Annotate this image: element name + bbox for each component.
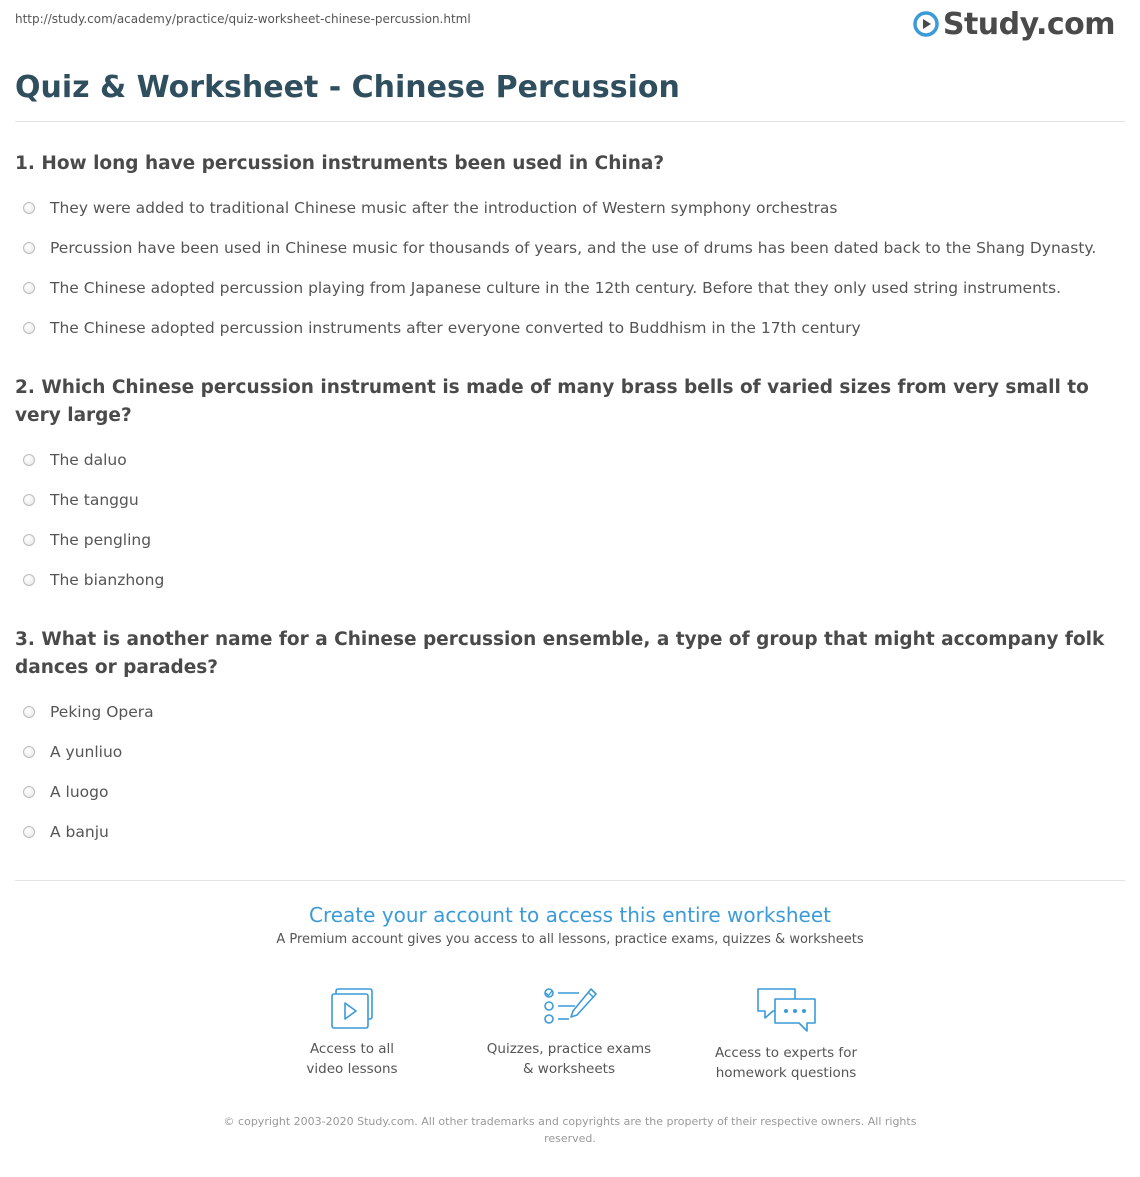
question-text: 1. How long have percussion instruments been used in China?: [15, 153, 665, 174]
question-2: [15, 374, 1110, 600]
answer-option[interactable]: [15, 560, 1110, 600]
feature-quizzes: [469, 985, 669, 1079]
feature-video-lessons: [252, 985, 452, 1079]
radio-button[interactable]: [23, 826, 35, 838]
answer-label: The daluo: [50, 451, 127, 469]
page-title: Quiz & Worksheet - Chinese Percussion: [15, 70, 680, 105]
answer-label: They were added to traditional Chinese music after the introduction of Western symphony orchestras: [50, 199, 838, 217]
answer-label: The pengling: [50, 531, 152, 549]
answer-list: [15, 440, 1110, 600]
quiz-checklist-icon: [539, 985, 599, 1033]
question-text: 3. What is another name for a Chinese percussion ensemble, a type of group that might accompany folk dances or parades?: [15, 629, 1105, 678]
radio-button[interactable]: [23, 746, 35, 758]
answer-option[interactable]: [15, 440, 1110, 480]
feature-experts: [686, 985, 886, 1083]
logo-text: Study.com: [942, 6, 1115, 42]
answer-label: The Chinese adopted percussion playing from Japanese culture in the 12th century. Before that they only used string instruments.: [50, 279, 1061, 297]
answer-label: The tanggu: [50, 491, 139, 509]
feature-label: Access to all video lessons: [306, 1041, 398, 1077]
answer-option[interactable]: [15, 772, 1110, 812]
expert-chat-icon: [753, 985, 819, 1037]
answer-option[interactable]: [15, 732, 1110, 772]
answer-option[interactable]: [15, 228, 1110, 268]
answer-option[interactable]: [15, 692, 1110, 732]
answer-label: A banju: [50, 823, 109, 841]
answer-option[interactable]: [15, 268, 1110, 308]
radio-button[interactable]: [23, 494, 35, 506]
cta-divider: [15, 880, 1125, 881]
study-logo[interactable]: [913, 6, 1115, 42]
answer-option[interactable]: [15, 188, 1110, 228]
answer-label: A luogo: [50, 783, 109, 801]
answer-list: [15, 692, 1110, 852]
feature-list: [0, 985, 1140, 1095]
question-3: [15, 626, 1110, 852]
radio-button[interactable]: [23, 534, 35, 546]
radio-button[interactable]: [23, 706, 35, 718]
answer-label: Peking Opera: [50, 703, 154, 721]
page-url[interactable]: http://study.com/academy/practice/quiz-worksheet-chinese-percussion.html: [15, 12, 471, 26]
answer-option[interactable]: [15, 520, 1110, 560]
feature-label: Quizzes, practice exams & worksheets: [486, 1041, 652, 1077]
radio-button[interactable]: [23, 322, 35, 334]
video-lessons-icon: [324, 985, 380, 1033]
answer-option[interactable]: [15, 812, 1110, 852]
answer-label: A yunliuo: [50, 743, 123, 761]
answer-option[interactable]: [15, 480, 1110, 520]
copyright-text: © copyright 2003-2020 Study.com. All other trademarks and copyrights are the property of their respective owners. All rights reserved.: [223, 1115, 917, 1145]
feature-label: Access to experts for homework questions: [714, 1045, 857, 1081]
play-circle-icon: [913, 11, 939, 37]
answer-label: The bianzhong: [50, 571, 165, 589]
question-text: 2. Which Chinese percussion instrument is made of many brass bells of varied sizes from very small to very large?: [15, 377, 1089, 426]
answer-label: The Chinese adopted percussion instruments after everyone converted to Buddhism in the 17th century: [50, 319, 861, 337]
premium-cta: [15, 900, 1125, 947]
radio-button[interactable]: [23, 454, 35, 466]
cta-heading-link[interactable]: Create your account to access this entire worksheet: [309, 903, 831, 927]
top-bar: [15, 0, 1125, 50]
radio-button[interactable]: [23, 574, 35, 586]
cta-subheading: A Premium account gives you access to all lessons, practice exams, quizzes & worksheets: [276, 932, 864, 947]
question-list: [15, 150, 1110, 878]
answer-list: [15, 188, 1110, 348]
radio-button[interactable]: [23, 202, 35, 214]
title-divider: [15, 121, 1125, 122]
answer-label: Percussion have been used in Chinese music for thousands of years, and the use of drums has been dated back to the Shang Dynasty.: [50, 239, 1097, 257]
radio-button[interactable]: [23, 242, 35, 254]
question-1: [15, 150, 1110, 348]
radio-button[interactable]: [23, 282, 35, 294]
radio-button[interactable]: [23, 786, 35, 798]
answer-option[interactable]: [15, 308, 1110, 348]
